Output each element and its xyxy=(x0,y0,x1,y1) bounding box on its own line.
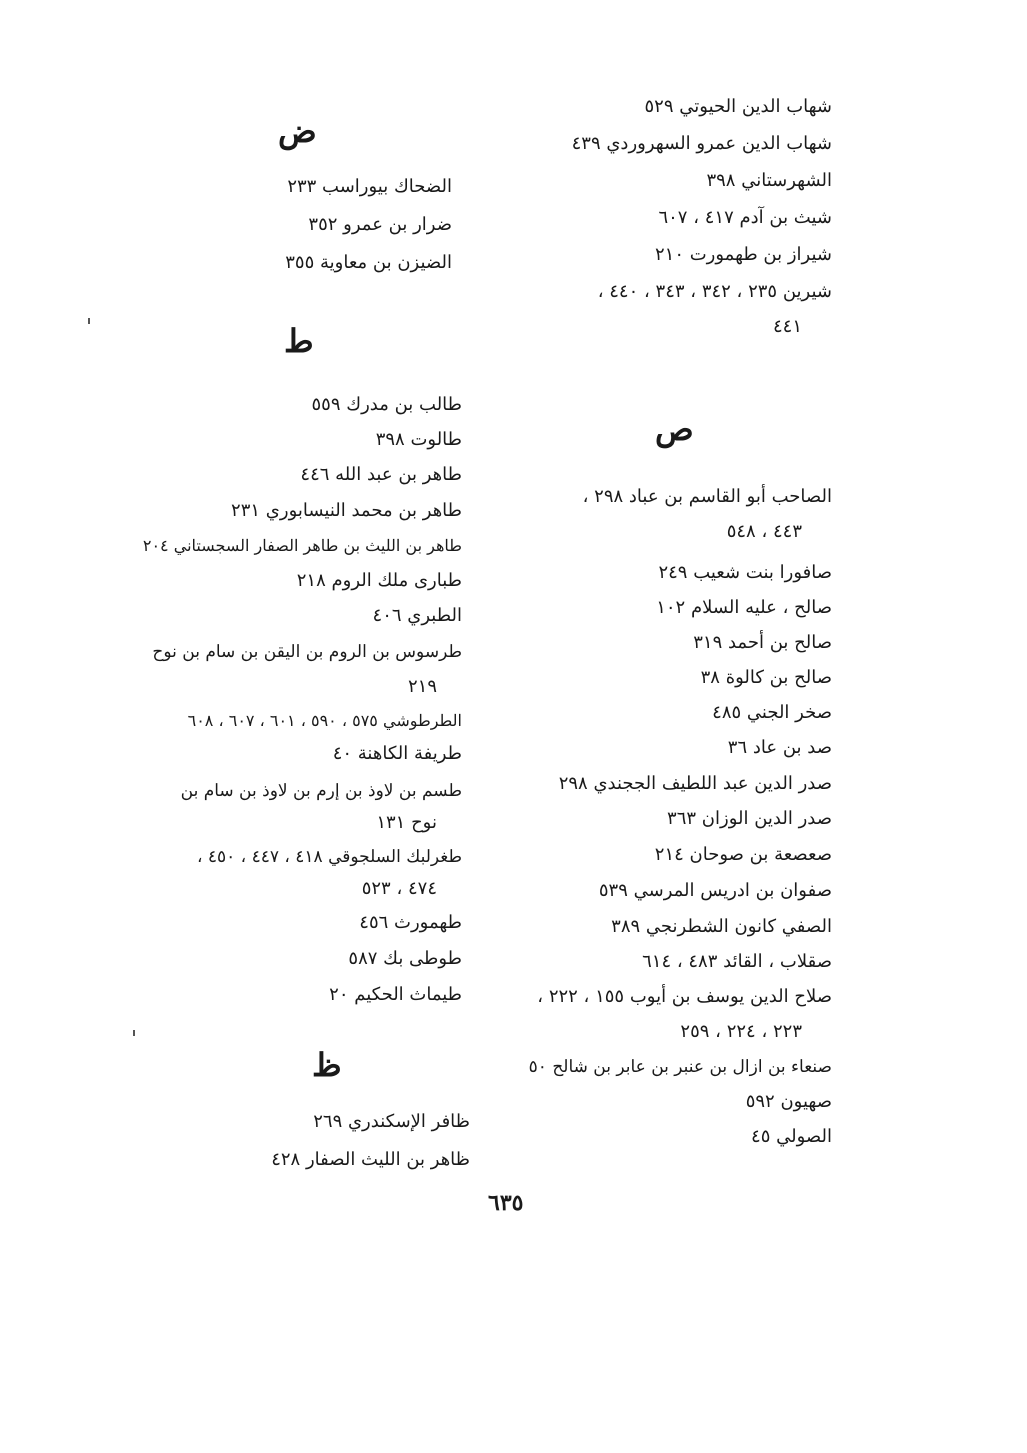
index-entry: طريفة الكاهنة ٤٠ xyxy=(332,743,462,764)
index-entry: الضحاك بيوراسب ٢٣٣ xyxy=(287,176,452,197)
index-entry: طيماث الحكيم ٢٠ xyxy=(329,984,462,1005)
scan-speck xyxy=(133,1030,135,1036)
index-entry-continuation: ٤٤٣ ، ٥٤٨ xyxy=(726,521,802,542)
index-entry: صدر الدين عبد اللطيف الججندي ٢٩٨ xyxy=(558,773,832,794)
index-entry: صلاح الدين يوسف بن أيوب ١٥٥ ، ٢٢٢ ، xyxy=(537,986,832,1007)
index-entry-continuation: نوح ١٣١ xyxy=(376,812,437,833)
index-entry: الضيزن بن معاوية ٣٥٥ xyxy=(285,252,452,273)
index-entry: طبارى ملك الروم ٢١٨ xyxy=(296,570,462,591)
index-entry: طغرلبك السلجوقي ٤١٨ ، ٤٤٧ ، ٤٥٠ ، xyxy=(196,847,462,867)
index-entry: شيراز بن طهمورت ٢١٠ xyxy=(655,244,832,265)
section-letter-zaa: ظ xyxy=(312,1046,342,1084)
index-entry: صعصعة بن صوحان ٢١٤ xyxy=(654,844,832,865)
index-entry: طاهر بن محمد النيسابوري ٢٣١ xyxy=(231,500,462,521)
index-entry: الصولي ٤٥ xyxy=(751,1126,832,1147)
right-column xyxy=(502,92,832,1172)
index-entry: صدر الدين الوزان ٣٦٣ xyxy=(667,808,832,829)
index-entry: شيرين ٢٣٥ ، ٣٤٢ ، ٣٤٣ ، ٤٤٠ ، xyxy=(597,281,832,302)
scan-speck xyxy=(88,318,90,324)
index-entry: صخر الجني ٤٨٥ xyxy=(712,702,832,723)
index-entry: ضرار بن عمرو ٣٥٢ xyxy=(308,214,452,235)
section-letter-daad: ض xyxy=(278,112,317,150)
index-entry: صقلاب ، القائد ٤٨٣ ، ٦١٤ xyxy=(642,951,832,972)
index-entry: طاهر بن الليث بن طاهر الصفار السجستاني ٢٠٤ xyxy=(142,536,462,555)
page-number: ٦٣٥ xyxy=(488,1190,524,1216)
index-entry: شهاب الدين عمرو السهروردي ٤٣٩ xyxy=(571,133,832,154)
section-letter-saad: ص xyxy=(655,410,694,448)
index-entry: صالح بن أحمد ٣١٩ xyxy=(693,632,832,653)
index-entry-continuation: ٤٤١ xyxy=(772,316,802,337)
index-entry: الطرطوشي ٥٧٥ ، ٥٩٠ ، ٦٠١ ، ٦٠٧ ، ٦٠٨ xyxy=(187,711,462,730)
index-entry: ظافر الإسكندري ٢٦٩ xyxy=(313,1111,470,1132)
index-entry: صالح بن كالوة ٣٨ xyxy=(700,667,832,688)
index-entry: طالب بن مدرك ٥٥٩ xyxy=(311,394,462,415)
index-entry: الصاحب أبو القاسم بن عباد ٢٩٨ ، xyxy=(582,486,832,507)
index-entry-continuation: ٤٧٤ ، ٥٢٣ xyxy=(361,878,437,899)
index-entry: شهاب الدين الحيوتي ٥٢٩ xyxy=(644,96,832,117)
index-entry: صنعاء بن ازال بن عنبر بن عابر بن شالح ٥٠ xyxy=(528,1057,832,1077)
index-entry: طهمورث ٤٥٦ xyxy=(359,912,462,933)
index-entry: صافورا بنت شعيب ٢٤٩ xyxy=(658,562,832,583)
index-entry: الصفي كانون الشطرنجي ٣٨٩ xyxy=(611,916,832,937)
index-entry: صالح ، عليه السلام ١٠٢ xyxy=(656,597,832,618)
index-entry-continuation: ٢٢٣ ، ٢٢٤ ، ٢٥٩ xyxy=(680,1021,802,1042)
index-entry: ظاهر بن الليث الصفار ٤٢٨ xyxy=(271,1149,470,1170)
index-entry: طرسوس بن الروم بن اليقن بن سام بن نوح xyxy=(152,642,462,662)
index-entry: صد بن عاد ٣٦ xyxy=(727,737,832,758)
index-entry-continuation: ٢١٩ xyxy=(407,676,437,697)
index-entry: صفوان بن ادريس المرسي ٥٣٩ xyxy=(598,880,832,901)
index-entry: طوطى بك ٥٨٧ xyxy=(348,948,462,969)
index-entry: صهيون ٥٩٢ xyxy=(745,1091,832,1112)
index-entry: شيث بن آدم ٤١٧ ، ٦٠٧ xyxy=(658,207,832,228)
index-entry: طسم بن لاوذ بن إرم بن لاوذ بن سام بن xyxy=(180,781,462,801)
section-letter-taa: ط xyxy=(284,322,314,360)
index-entry: طالوت ٣٩٨ xyxy=(375,429,462,450)
index-entry: طاهر بن عبد الله ٤٤٦ xyxy=(300,464,462,485)
index-entry: الطبري ٤٠٦ xyxy=(372,605,462,626)
index-entry: الشهرستاني ٣٩٨ xyxy=(706,170,832,191)
